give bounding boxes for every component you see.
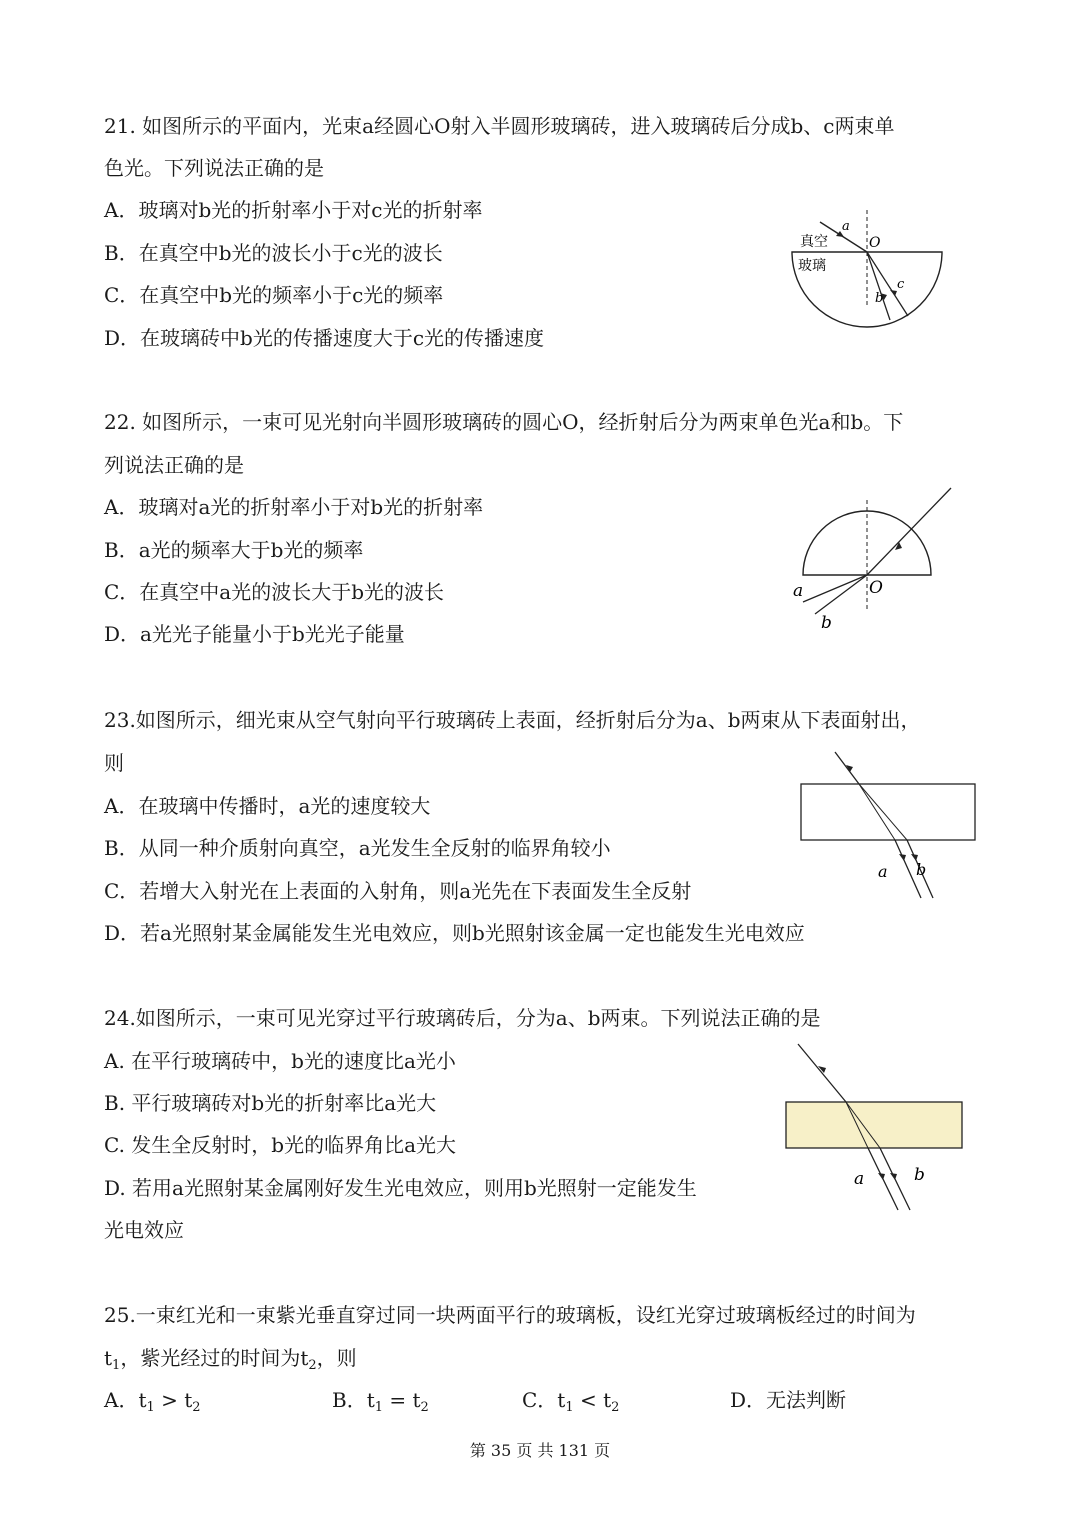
q23-label-a: a <box>878 862 888 881</box>
q23-diagram <box>795 750 980 905</box>
q21-label-o: O <box>869 235 881 251</box>
q24-diagram <box>780 1040 970 1215</box>
q22-stem-line2: 列说法正确的是 <box>104 453 244 477</box>
page-footer: 第 35 页 共 131 页 <box>469 1441 611 1460</box>
q23-option-b: B．从同一种介质射向真空，a光发生全反射的临界角较小 <box>104 836 611 860</box>
q23-option-a: A．在玻璃中传播时，a光的速度较大 <box>104 794 431 818</box>
q24-option-d: D. 若用a光照射某金属刚好发生光电效应，则用b光照射一定能发生 <box>104 1176 697 1200</box>
q21-label-a: a <box>842 219 850 234</box>
q25-option-d: D．无法判断 <box>730 1388 847 1412</box>
q25-stem-line1: 25.一束红光和一束紫光垂直穿过同一块两面平行的玻璃板，设红光穿过玻璃板经过的时间为 <box>104 1303 916 1327</box>
q25-option-c: C．$t_1 < t_2$ <box>522 1388 620 1415</box>
q25-option-b: B．$t_1 = t_2$ <box>332 1388 429 1415</box>
q23-stem-line1: 23.如图所示，细光束从空气射向平行玻璃砖上表面，经折射后分为a、b两束从下表面射出， <box>104 708 921 732</box>
q24-stem-line1: 24.如图所示，一束可见光穿过平行玻璃砖后，分为a、b两束。下列说法正确的是 <box>104 1006 821 1030</box>
q25-stem-line2: $t_1$，紫光经过的时间为$t_2$，则 <box>104 1346 357 1373</box>
q22-option-d: D．a光光子能量小于b光光子能量 <box>104 622 405 646</box>
q23-option-d: D．若a光照射某金属能发生光电效应，则b光照射该金属一定也能发生光电效应 <box>104 921 805 945</box>
q23-stem-line2: 则 <box>104 751 124 775</box>
q22-option-a: A．玻璃对a光的折射率小于对b光的折射率 <box>104 495 484 519</box>
q22-label-o: O <box>869 578 883 598</box>
q22-option-b: B．a光的频率大于b光的频率 <box>104 538 364 562</box>
q23-option-c: C．若增大入射光在上表面的入射角，则a光先在下表面发生全反射 <box>104 879 692 903</box>
q24-label-b: b <box>914 1165 925 1185</box>
q21-label-c: c <box>897 277 905 292</box>
q24-option-b: B. 平行玻璃砖对b光的折射率比a光大 <box>104 1091 437 1115</box>
q24-label-a: a <box>854 1169 865 1189</box>
q22-label-a: a <box>793 581 804 601</box>
q22-stem-line1: 22. 如图所示，一束可见光射向半圆形玻璃砖的圆心O，经折射后分为两束单色光a和b。下 <box>104 410 904 434</box>
q22-option-c: C．在真空中a光的波长大于b光的波长 <box>104 580 445 604</box>
q21-label-b: b <box>875 291 884 306</box>
q23-label-b: b <box>916 860 927 879</box>
q21-option-c: C．在真空中b光的频率小于c光的频率 <box>104 283 444 307</box>
q24-option-a: A. 在平行玻璃砖中，b光的速度比a光小 <box>104 1049 456 1073</box>
q24-option-c: C. 发生全反射时，b光的临界角比a光大 <box>104 1133 457 1157</box>
q21-option-a: A．玻璃对b光的折射率小于对c光的折射率 <box>104 198 483 222</box>
q25-option-a: A．$t_1 > t_2$ <box>104 1388 201 1415</box>
q21-option-b: B．在真空中b光的波长小于c光的波长 <box>104 241 443 265</box>
q21-diagram <box>780 210 950 340</box>
q24-glass-slab <box>786 1102 962 1148</box>
q21-stem-line2: 色光。下列说法正确的是 <box>104 156 324 180</box>
q24-option-d-continued: 光电效应 <box>104 1218 184 1242</box>
q21-option-d: D．在玻璃砖中b光的传播速度大于c光的传播速度 <box>104 326 545 350</box>
q22-label-b: b <box>821 613 832 630</box>
q22-diagram <box>785 480 955 630</box>
q21-stem-line1: 21. 如图所示的平面内，光束a经圆心O射入半圆形玻璃砖，进入玻璃砖后分成b、c两束单 <box>104 114 895 138</box>
q21-label-glass: 玻璃 <box>798 258 826 274</box>
q21-label-vacuum: 真空 <box>800 234 828 250</box>
